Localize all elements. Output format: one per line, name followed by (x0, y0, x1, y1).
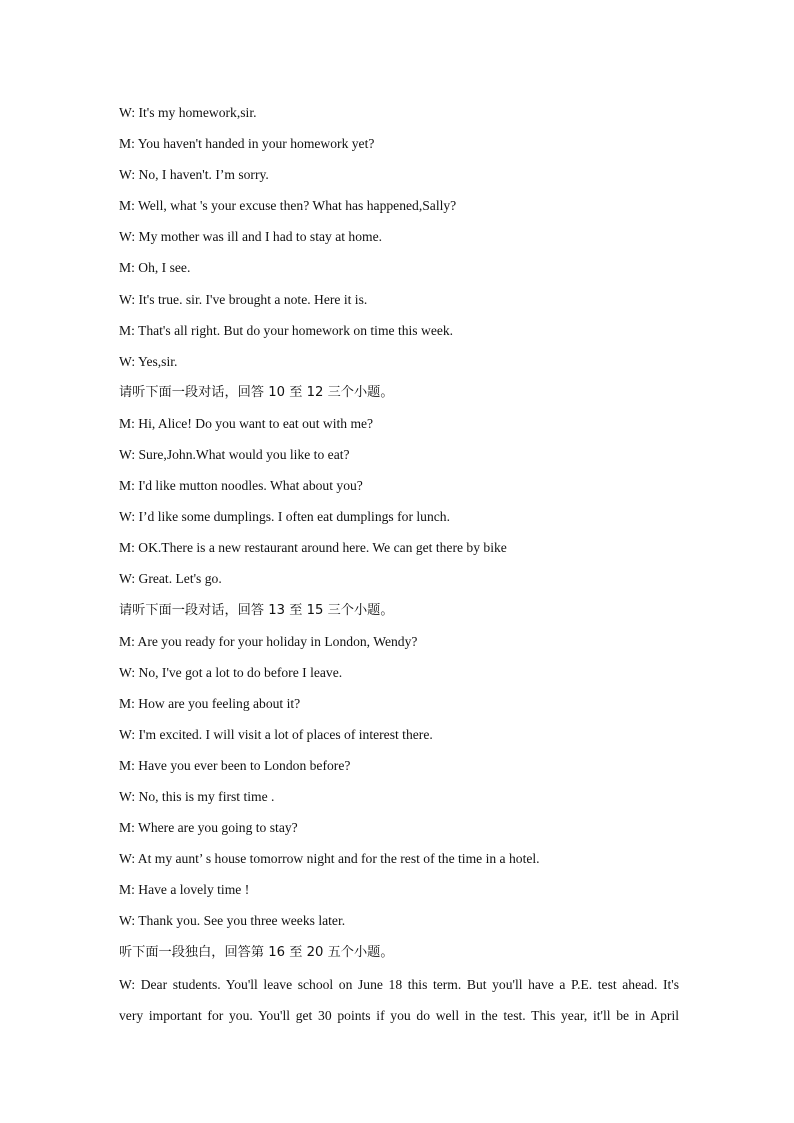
dialogue-line: M: Well, what 's your excuse then? What has happened,Sally? (119, 198, 457, 214)
dialogue-line: W: No, I've got a lot to do before I leave. (119, 664, 343, 680)
dialogue-line: W: No, this is my first time . (119, 789, 275, 805)
dialogue-line: W: My mother was ill and I had to stay at home. (119, 229, 383, 245)
monologue-paragraph (119, 969, 679, 1031)
dialogue-line: M: Are you ready for your holiday in London, Wendy? (119, 633, 418, 649)
dialogue-line: M: Where are you going to stay? (119, 820, 298, 836)
dialogue-line: M: How are you feeling about it? (119, 695, 301, 711)
dialogue-line: M: Hi, Alice! Do you want to eat out with me? (119, 415, 374, 431)
paragraph-line: very important for you. You'll get 30 points if you do well in the test. This year, it'll be in April (119, 1007, 679, 1023)
dialogue-line: W: I'm excited. I will visit a lot of places of interest there. (119, 726, 433, 742)
document-page (119, 103, 679, 1031)
dialogue-line: W: It's my homework,sir. (119, 105, 257, 120)
dialogue-line: M: Have a lovely time ! (119, 882, 250, 898)
dialogue-line: W: I’d like some dumplings. I often eat dumplings for lunch. (119, 509, 450, 525)
dialogue-line: M: Oh, I see. (119, 260, 191, 276)
transcript-lines (119, 103, 679, 974)
dialogue-line: W: At my aunt’ s house tomorrow night and for the rest of the time in a hotel. (119, 851, 540, 867)
dialogue-line: M: That's all right. But do your homework on time this week. (119, 322, 454, 338)
dialogue-line: W: Yes,sir. (119, 353, 178, 369)
section-instruction: 请听下面一段对话，回答 13 至 15 三个小题。 (119, 602, 394, 618)
dialogue-line: M: You haven't handed in your homework yet? (119, 136, 375, 152)
dialogue-line: W: No, I haven't. I’m sorry. (119, 167, 269, 183)
dialogue-line: W: Thank you. See you three weeks later. (119, 913, 346, 929)
dialogue-line: M: OK.There is a new restaurant around here. We can get there by bike (119, 540, 507, 556)
dialogue-line: W: Sure,John.What would you like to eat? (119, 447, 350, 463)
section-instruction: 请听下面一段对话，回答 10 至 12 三个小题。 (119, 384, 394, 400)
dialogue-line: W: It's true. sir. I've brought a note. Here it is. (119, 291, 368, 307)
paragraph-line: W: Dear students. You'll leave school on June 18 this term. But you'll have a P.E. test ahead. It's (119, 976, 679, 992)
dialogue-line: W: Great. Let's go. (119, 571, 222, 587)
dialogue-line: M: I'd like mutton noodles. What about you? (119, 478, 363, 494)
dialogue-line: M: Have you ever been to London before? (119, 757, 351, 773)
section-instruction: 听下面一段独白，回答第 16 至 20 五个小题。 (119, 944, 394, 960)
